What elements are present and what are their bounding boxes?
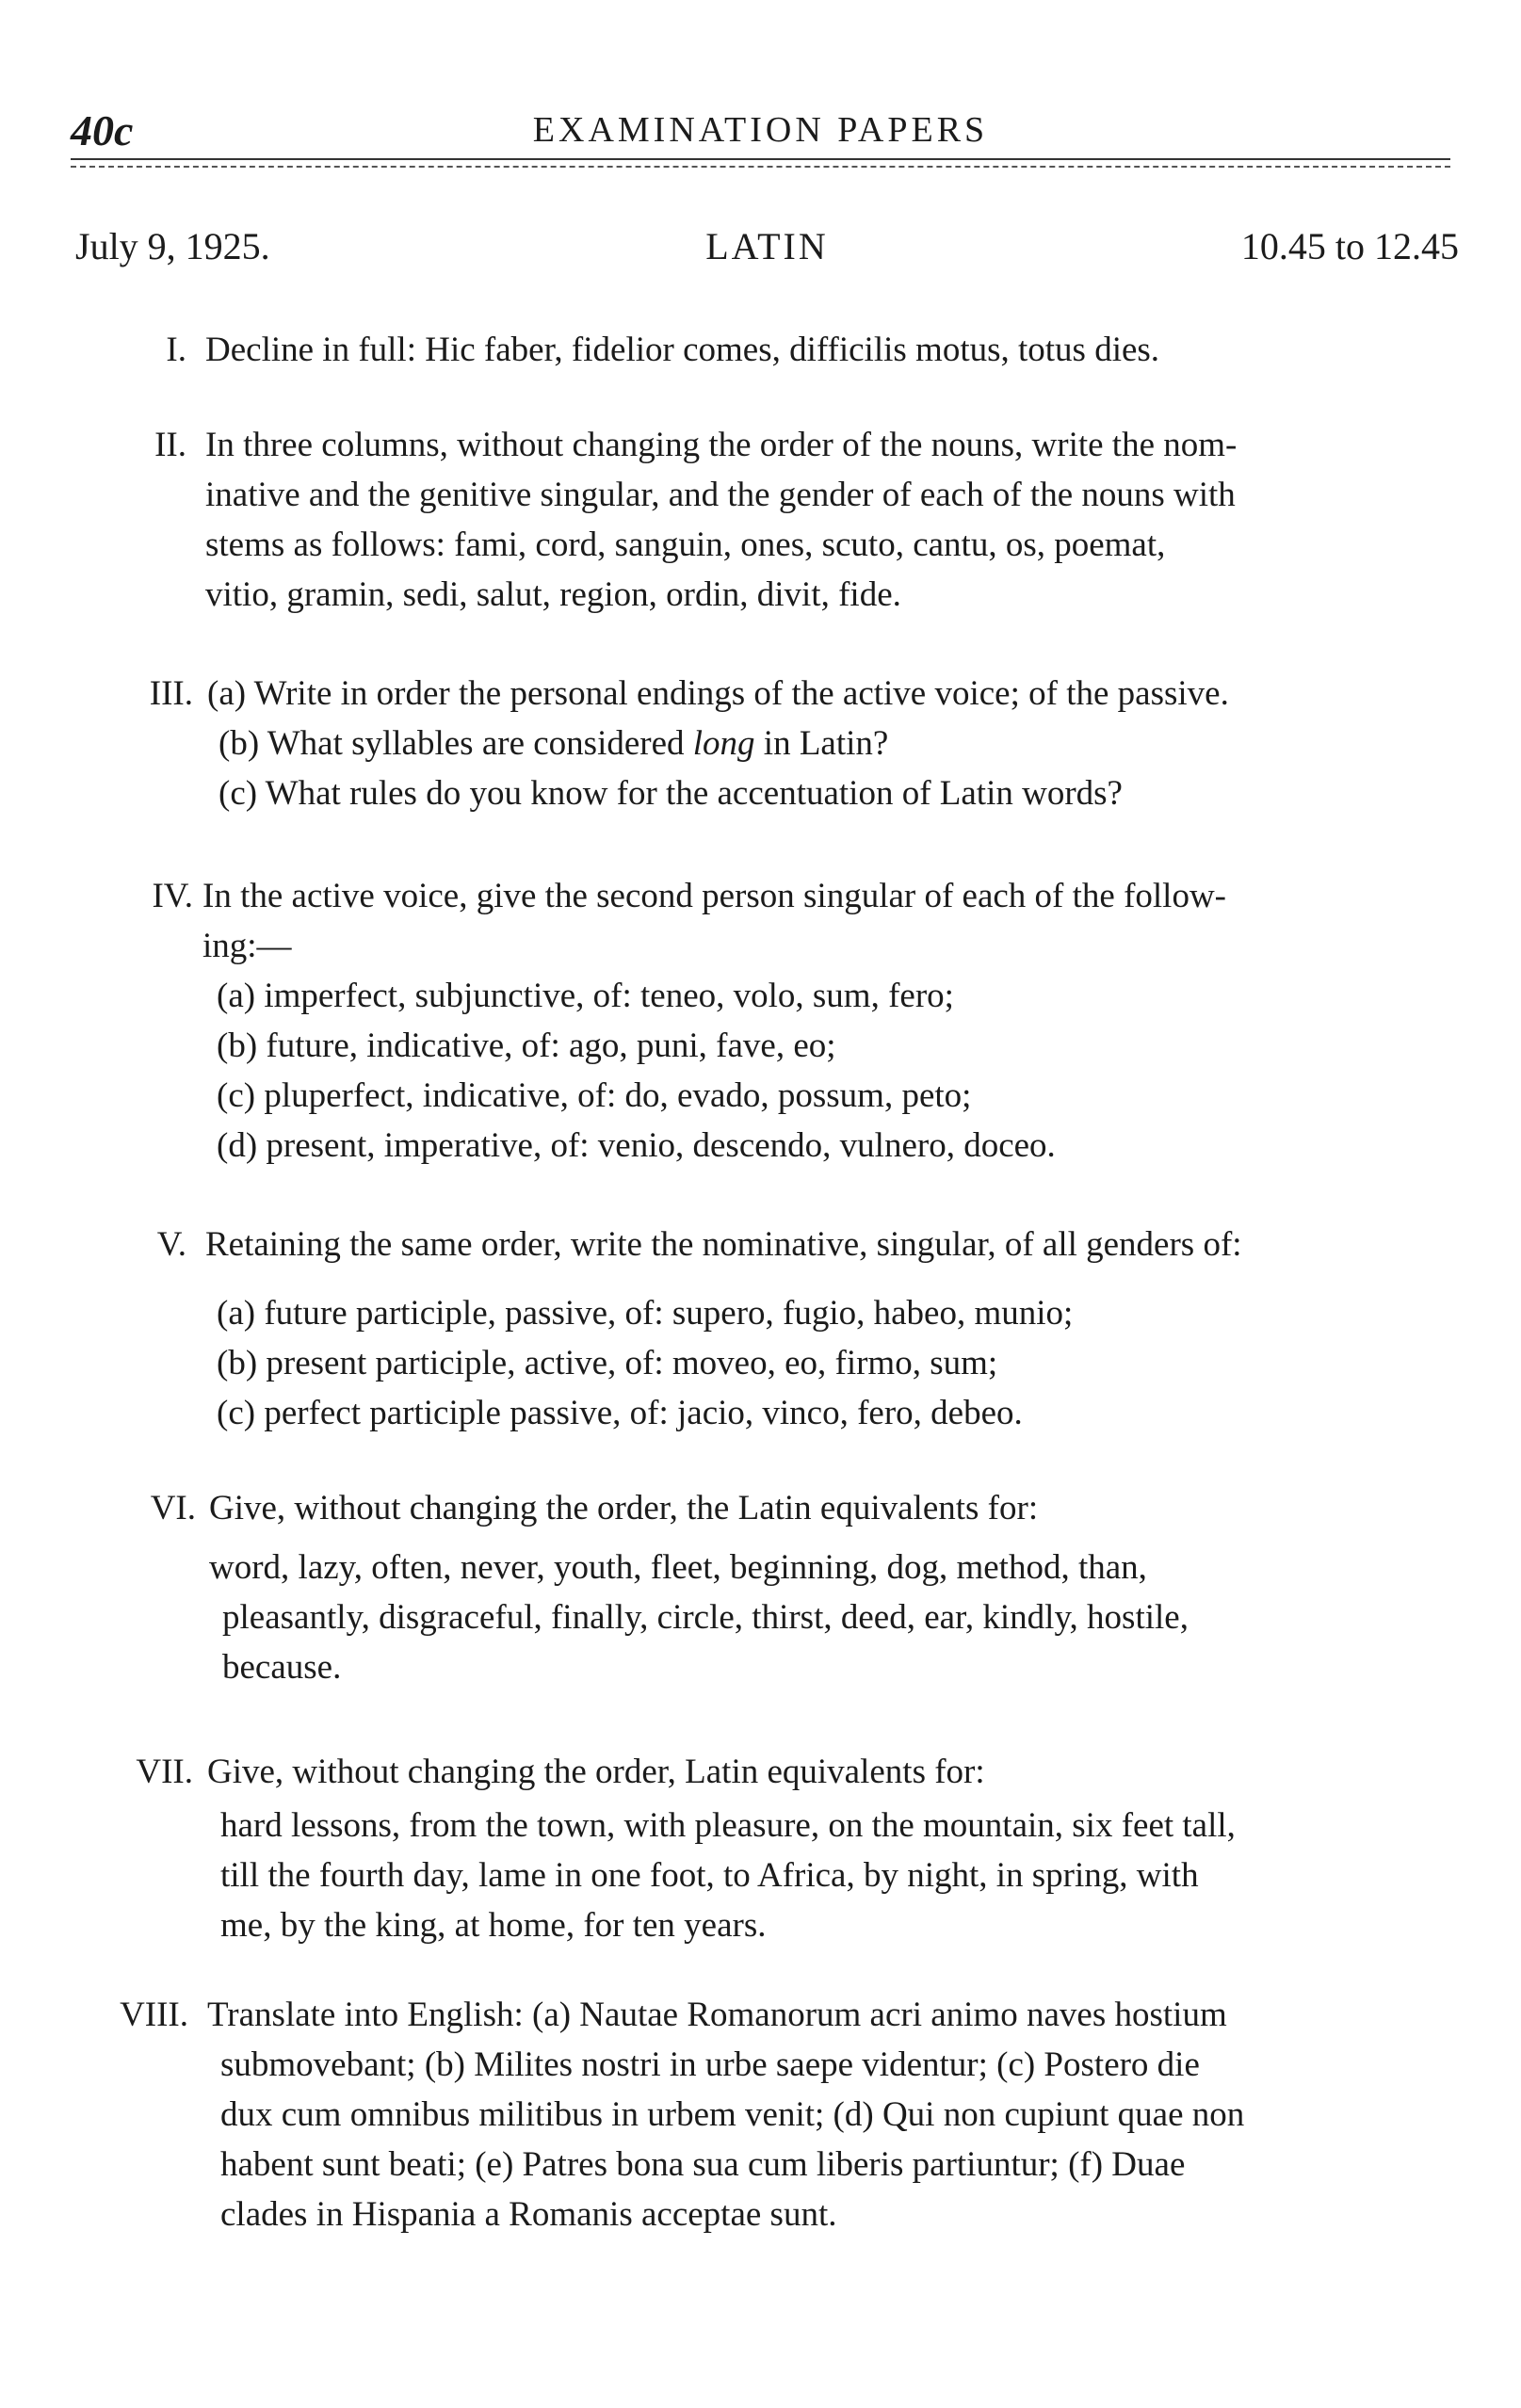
sub-question-c: (c) perfect participle passive, of: jacio, vinco, fero, debeo. <box>217 1394 1023 1432</box>
question-line: word, lazy, often, never, youth, fleet, beginning, dog, method, than, <box>209 1548 1147 1587</box>
question-number: VI. <box>150 1489 196 1527</box>
question-text: Decline in full: Hic faber, fidelior comes, difficilis motus, totus dies. <box>205 331 1160 369</box>
exam-date: July 9, 1925. <box>75 225 270 267</box>
question-number: III. <box>149 674 193 713</box>
sub-question-b-text: (b) What syllables are considered <box>218 724 685 763</box>
exam-subject: LATIN <box>705 225 829 267</box>
sub-question-c: (c) What rules do you know for the accentuation of Latin words? <box>218 774 1123 813</box>
sub-question-b-tail: in Latin? <box>763 724 889 763</box>
question-number: V. <box>156 1225 186 1264</box>
question-line: stems as follows: fami, cord, sanguin, ones, scuto, cantu, os, poemat, <box>205 525 1166 564</box>
question-line: In three columns, without changing the order of the nouns, write the nom- <box>205 426 1238 464</box>
question-text: Retaining the same order, write the nominative, singular, of all genders of: <box>205 1225 1242 1264</box>
sub-question-c: (c) pluperfect, indicative, of: do, evado, possum, peto; <box>217 1076 972 1115</box>
question-line: In the active voice, give the second person singular of each of the follow- <box>202 877 1227 915</box>
exam-heading <box>75 224 1459 281</box>
question-line: ing:— <box>202 927 292 965</box>
question-line: till the fourth day, lame in one foot, to Africa, by night, in spring, with <box>220 1856 1199 1895</box>
header-rule-dashed <box>71 166 1450 168</box>
question-line: Translate into English: (a) Nautae Romanorum acri animo naves hostium <box>207 1996 1227 2034</box>
question-line: hard lessons, from the town, with pleasure, on the mountain, six feet tall, <box>220 1806 1236 1845</box>
question-line: habent sunt beati; (e) Patres bona sua cum liberis partiuntur; (f) Duae <box>220 2145 1186 2184</box>
question-text: Give, without changing the order, Latin equivalents for: <box>207 1753 985 1791</box>
running-title: EXAMINATION PAPERS <box>532 110 989 150</box>
sub-question-b <box>207 719 1229 768</box>
sub-question-b: (b) future, indicative, of: ago, puni, fave, eo; <box>217 1026 836 1065</box>
question-line: dux cum omnibus militibus in urbem venit; (d) Qui non cupiunt quae non <box>220 2095 1245 2134</box>
question-line: pleasantly, disgraceful, finally, circle, thirst, deed, ear, kindly, hostile, <box>222 1598 1189 1637</box>
header-rule <box>71 158 1450 160</box>
question-number: I. <box>166 331 186 369</box>
question-number: IV. <box>152 877 193 915</box>
question-line: clades in Hispania a Romanis acceptae sunt. <box>220 2195 837 2234</box>
sub-question-a: (a) Write in order the personal endings of the active voice; of the passive. <box>207 674 1229 713</box>
question-text: Give, without changing the order, the Latin equivalents for: <box>209 1489 1039 1527</box>
sub-question-a: (a) imperfect, subjunctive, of: teneo, volo, sum, fero; <box>217 977 954 1015</box>
question-line: submovebant; (b) Milites nostri in urbe saepe videntur; (c) Postero die <box>220 2045 1200 2084</box>
exam-time: 10.45 to 12.45 <box>1240 225 1459 267</box>
sub-question-a: (a) future participle, passive, of: supero, fugio, habeo, munio; <box>217 1294 1074 1333</box>
question-number: VII. <box>136 1753 193 1791</box>
question-number: VIII. <box>120 1996 188 2034</box>
question-line: me, by the king, at home, for ten years. <box>220 1906 767 1945</box>
page-number: 40c <box>71 106 134 154</box>
question-number: II. <box>154 426 186 464</box>
question-line: vitio, gramin, sedi, salut, region, ordin, divit, fide. <box>205 575 901 614</box>
sub-question-b-emphasis: long <box>692 724 755 763</box>
question-line: inative and the genitive singular, and the gender of each of the nouns with <box>205 476 1236 514</box>
question-line: because. <box>222 1648 342 1687</box>
sub-question-d: (d) present, imperative, of: venio, descendo, vulnero, doceo. <box>217 1126 1056 1165</box>
sub-question-b: (b) present participle, active, of: moveo, eo, firmo, sum; <box>217 1344 998 1382</box>
running-header <box>71 105 1450 162</box>
